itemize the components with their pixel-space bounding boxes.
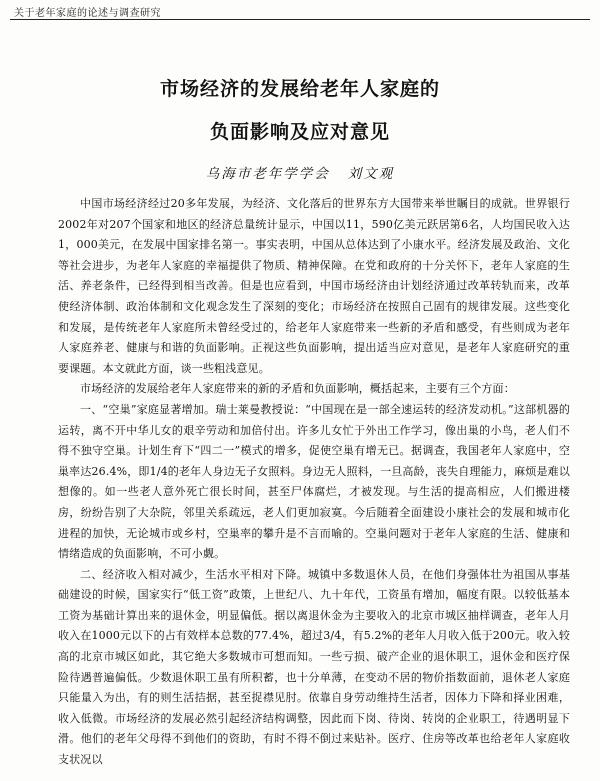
paragraph-point-1: 一、“空巢”家庭显著增加。瑞士莱曼教授说：“中国现在是一部全速运转的经济发动机。”这部机器的运转，离不开中华儿女的艰辛劳动和加倍付出。许多儿女忙于外出工作学习，像出巢的小鸟，老人们不得不独守空巢。计划生育下“四二一”模式的增多，促使空巢有增无已。据调查，我国老年人家庭中，空巢率达26.4%，即1/4的老年人身边无子女照料。身边无人照料，一旦高龄，丧失自理能力，麻烦是难以想像的。如一些老人意外死亡很长时间，甚至尸体腐烂，才被发现。与生活的提高相应，人们搬进楼房，纷纷告别了大杂院，邻里关系疏远，老人们更加寂寞。今后随着全面建设小康社会的发展和城市化进程的加快，无论城市或乡村，空巢率的攀升是不言而喻的。空巢问题对于老年人家庭的生活、健康和情绪造成的负面影响，不可小觑。 [58, 402, 570, 561]
running-head: 关于老年家庭的论述与调查研究 [14, 8, 161, 19]
paragraph-summary: 市场经济的发展给老年人家庭带来的新的矛盾和负面影响，概括起来，主要有三个方面： [80, 382, 515, 396]
paragraph-intro: 中国市场经济经过20多年发展，为经济、文化落后的世界东方大国带来举世瞩目的成就。世界银行2002年对207个国家和地区的经济总量统计显示，中国以11，590亿美元跃居第6名，人均国民收入达1，000美元，在发展中国家排名第一。事实表明，中国从总体达到了小康水平。经济发展及政治、文化等社会进步，为老年人家庭的幸福提供了物质、精神保障。在党和政府的十分关怀下，老年人家庭的生活、养老条件，已经得到相当改善。但是也应看到，中国市场经济由计划经济通过改革转轨而来，改革使经济体制、政治体制和文化观念发生了深刻的变化；市场经济在按照自己固有的规律发展。这些变化和发展，是传统老年人家庭所未曾经受过的，给老年人家庭带来一些新的矛盾和感受，有些则成为老年人家庭养老、健康与和谐的负面影响。正视这些负面影响，提出适当应对意见，是老年人家庭研究的重要课题。本文就此方面，谈一些粗浅意见。 [58, 197, 570, 375]
article-body [58, 194, 570, 771]
article-title-line-1: 市场经济的发展给老年人家庭的 [159, 78, 440, 100]
author-name: 刘文观 [347, 166, 395, 182]
byline [0, 162, 600, 182]
header-rule [10, 19, 590, 20]
author-organization: 乌海市老年学学会 [205, 166, 330, 182]
paragraph-point-2: 二、经济收入相对减少，生活水平相对下降。城镇中多数退休人员，在他们身强体壮为祖国从事基础建设的时候，国家实行“低工资”政策，上世纪八、九十年代，工资虽有增加，幅度有限。以较低基本工资为基础计算出来的退休金，明显偏低。据以离退休金为主要收入的北京市城区抽样调查，老年人月收入在1000元以下的占有效样本总数的77.4%，超过3/4，有5.2%的老年人月收入低于200元。收入较高的北京市城区如此，其它绝大多数城市可想而知。一些亏损、破产企业的退休职工，退休金和医疗保险待遇普遍偏低。少数退休职工虽有所积蓄，也十分单薄，在变动不居的物价指数面前，退休老人家庭只能量入为出，有的则生活拮据，甚至捉襟见肘。依靠自身劳动维持生活者，因体力下降和择业困难，收入低微。市场经济的发展必然引起经济结构调整，因此而下岗、待岗、转岗的企业职工，待遇明显下滑。他们的老年父母得不到他们的资助，有时不得不倒过来贴补。医疗、住房等改革也给老年人家庭收支状况以 [58, 567, 570, 767]
article-title-line-2: 负面影响及应对意见 [209, 121, 390, 143]
